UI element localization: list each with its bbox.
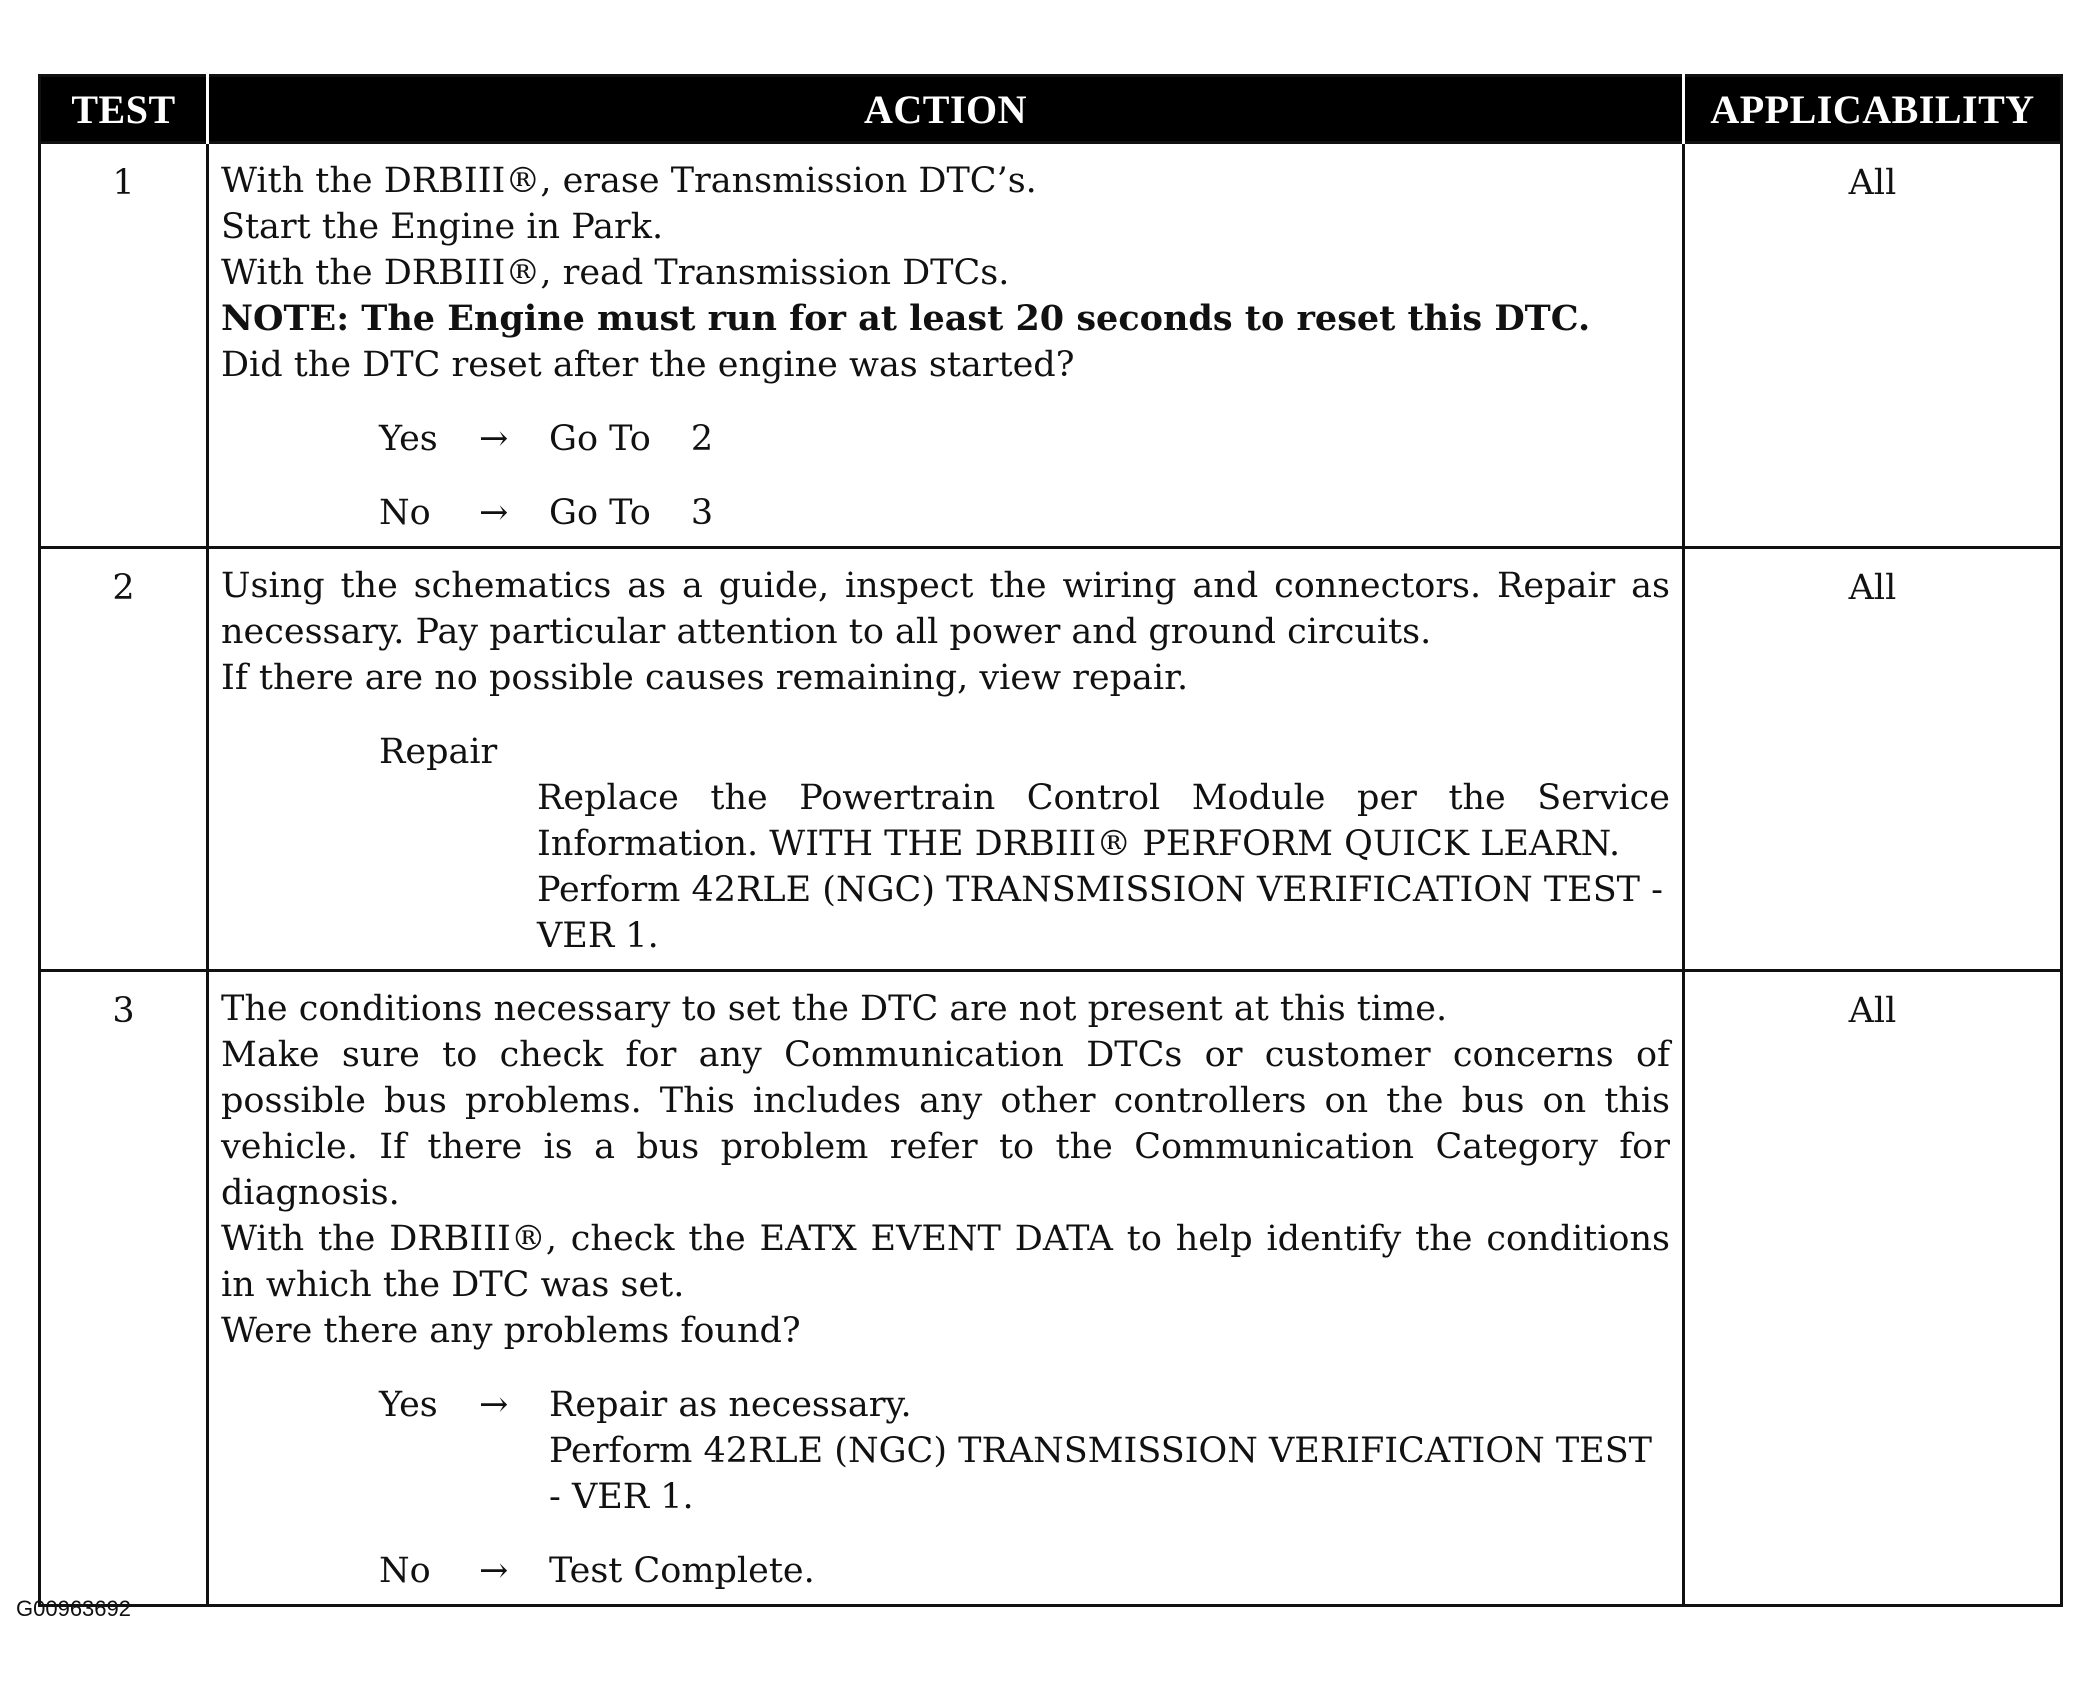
action-paragraph: Make sure to check for any Communication DTCs or customer concerns of possible bus problems. This includes any other controllers on the bus on this vehicle. If there is a bus problem refer to the Communication Category for diagnosis.: [221, 1035, 1670, 1213]
yes-branch: [221, 416, 1670, 462]
action-paragraph: Using the schematics as a guide, inspect the wiring and connectors. Repair as necessary. Pay particular attention to all power and ground circuits.: [221, 566, 1670, 652]
goto-label: Go To: [549, 419, 651, 459]
column-header-action: ACTION: [208, 76, 1684, 143]
result-line: Perform 42RLE (NGC) TRANSMISSION VERIFICATION TEST - VER 1.: [549, 1431, 1653, 1517]
action-line: Start the Engine in Park.: [221, 207, 664, 247]
goto-label: Go To: [549, 493, 651, 533]
note-text: NOTE: The Engine must run for at least 20 seconds to reset this DTC.: [221, 298, 1591, 339]
goto-number: 3: [690, 493, 714, 533]
column-header-test: TEST: [40, 76, 208, 143]
action-line: The conditions necessary to set the DTC are not present at this time.: [221, 989, 1448, 1029]
applicability-cell: All: [1684, 143, 2062, 548]
branch-result: [549, 1382, 1670, 1520]
result-line: Repair as necessary.: [549, 1385, 912, 1425]
applicability-cell: All: [1684, 548, 2062, 971]
table-row: [40, 971, 2062, 1606]
question-text: Were there any problems found?: [221, 1311, 801, 1351]
branch-result: Test Complete.: [549, 1551, 815, 1591]
answer-no: No: [379, 1551, 431, 1591]
action-cell: [208, 548, 1684, 971]
table-row: [40, 143, 2062, 548]
diagnostic-test-table: [38, 74, 2063, 1607]
arrow-right-icon: →: [479, 1551, 509, 1591]
applicability-cell: All: [1684, 971, 2062, 1606]
repair-label: Repair: [379, 732, 498, 772]
goto-number: 2: [690, 419, 714, 459]
answer-yes: Yes: [379, 1385, 438, 1425]
figure-id: G00963692: [16, 1596, 131, 1621]
action-cell: [208, 143, 1684, 548]
action-cell: [208, 971, 1684, 1606]
question-text: Did the DTC reset after the engine was started?: [221, 345, 1075, 385]
action-paragraph: With the DRBIII®, check the EATX EVENT DATA to help identify the conditions in which the DTC was set.: [221, 1219, 1670, 1305]
answer-yes: Yes: [379, 419, 438, 459]
yes-branch: [221, 1382, 1670, 1520]
repair-text: Replace the Powertrain Control Module per the Service Information. WITH THE DRBIII® PERFORM QUICK LEARN.: [537, 778, 1670, 864]
repair-block: [221, 729, 1670, 959]
answer-no: No: [379, 493, 431, 533]
table-row: [40, 548, 2062, 971]
action-line: With the DRBIII®, read Transmission DTCs.: [221, 253, 1010, 293]
action-line: With the DRBIII®, erase Transmission DTC’s.: [221, 161, 1037, 201]
arrow-right-icon: →: [479, 419, 509, 459]
arrow-right-icon: →: [479, 1385, 509, 1425]
no-branch: [221, 1548, 1670, 1594]
action-line: If there are no possible causes remaining, view repair.: [221, 658, 1189, 698]
branch-result: [549, 416, 1670, 462]
repair-text: Perform 42RLE (NGC) TRANSMISSION VERIFICATION TEST - VER 1.: [537, 870, 1663, 956]
test-number: 1: [40, 143, 208, 548]
test-number: 3: [40, 971, 208, 1606]
no-branch: [221, 490, 1670, 536]
column-header-applicability: APPLICABILITY: [1684, 76, 2062, 143]
branch-result: [549, 490, 1670, 536]
arrow-right-icon: →: [479, 493, 509, 533]
test-number: 2: [40, 548, 208, 971]
table-header-row: [40, 76, 2062, 143]
